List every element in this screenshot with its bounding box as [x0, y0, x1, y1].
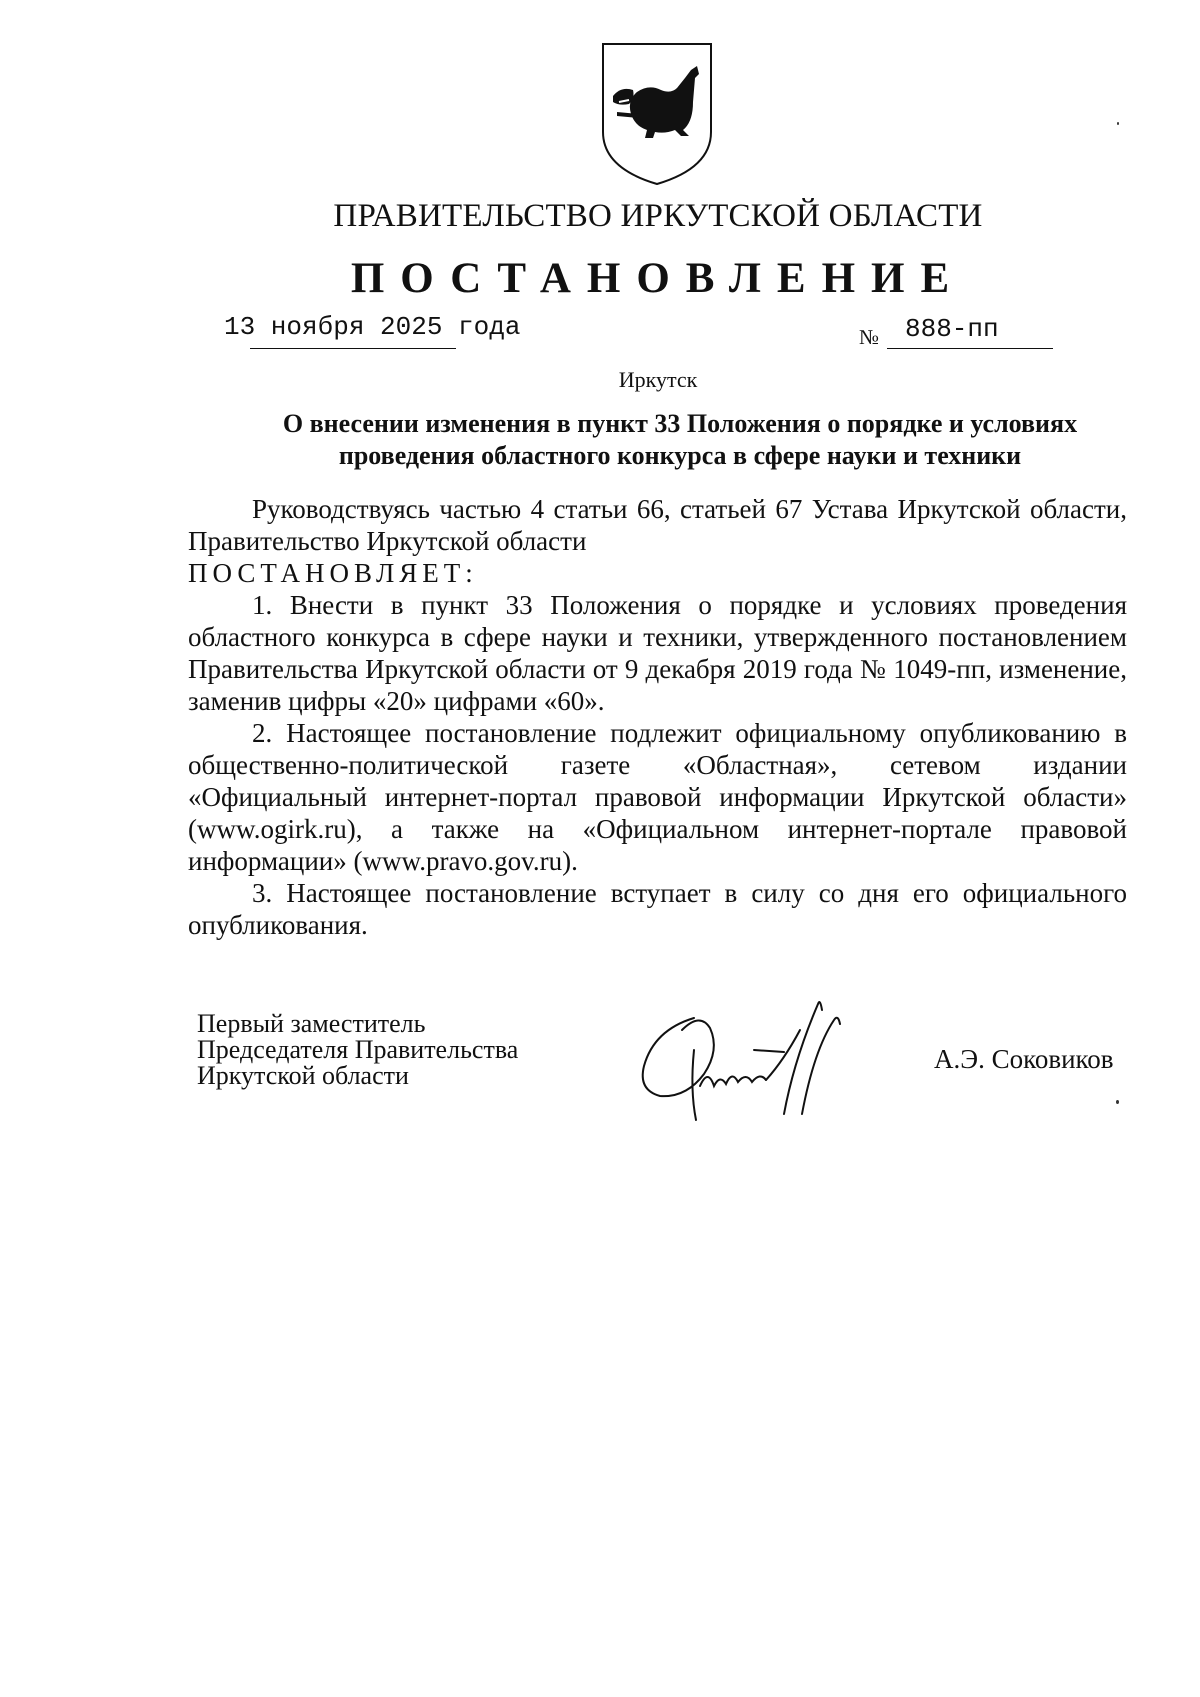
resolves-keyword: ПОСТАНОВЛЯЕТ: — [188, 558, 478, 588]
scan-speck — [1116, 1100, 1119, 1104]
item-2-paragraph: 2. Настоящее постановление подлежит официальному опубликованию в общественно-политической газете «Областная», сетевом издании «Официальный интернет-портал правовой информации Иркутской области» (www.ogirk.ru), а также на «Официальном интернет-портале правовой информации» (www.pravo.gov.ru). — [188, 718, 1127, 876]
signatory-position — [197, 1011, 518, 1089]
heading-line-1: О внесении изменения в пункт 33 Положения о порядке и условиях — [282, 409, 1078, 438]
document-type-title: ПОСТАНОВЛЕНИЕ — [350, 255, 966, 302]
document-date: 13 ноября 2025 года — [224, 312, 521, 342]
document-body — [188, 493, 1127, 941]
scan-speck — [1117, 122, 1119, 125]
government-title: ПРАВИТЕЛЬСТВО ИРКУТСКОЙ ОБЛАСТИ — [333, 198, 983, 234]
document-number: 888-пп — [905, 314, 999, 344]
date-underline — [250, 348, 456, 349]
coat-of-arms-emblem — [599, 40, 715, 188]
document-heading — [240, 408, 1120, 472]
city-name: Иркутск — [618, 367, 698, 392]
position-line-1: Первый заместитель — [197, 1009, 426, 1038]
position-line-2: Председателя Правительства — [197, 1035, 519, 1064]
item-3-paragraph: 3. Настоящее постановление вступает в силу со дня его официального опубликования. — [188, 878, 1127, 940]
handwritten-signature — [634, 990, 864, 1130]
number-underline — [887, 348, 1053, 349]
number-sign: № — [859, 325, 880, 349]
item-1-paragraph: 1. Внести в пункт 33 Положения о порядке и условиях проведения областного конкурса в сфере науки и техники, утвержденного постановлением Правительства Иркутской области от 9 декабря 2019 года № 1049-пп, изменение, заменив цифры «20» цифрами «60». — [188, 590, 1127, 716]
signatory-name: А.Э. Соковиков — [934, 1044, 1114, 1074]
preamble-paragraph: Руководствуясь частью 4 статьи 66, статьей 67 Устава Иркутской области, Правительство Иркутской области — [188, 494, 1127, 556]
position-line-3: Иркутской области — [197, 1061, 409, 1090]
heading-line-2: проведения областного конкурса в сфере науки и техники — [338, 441, 1022, 470]
